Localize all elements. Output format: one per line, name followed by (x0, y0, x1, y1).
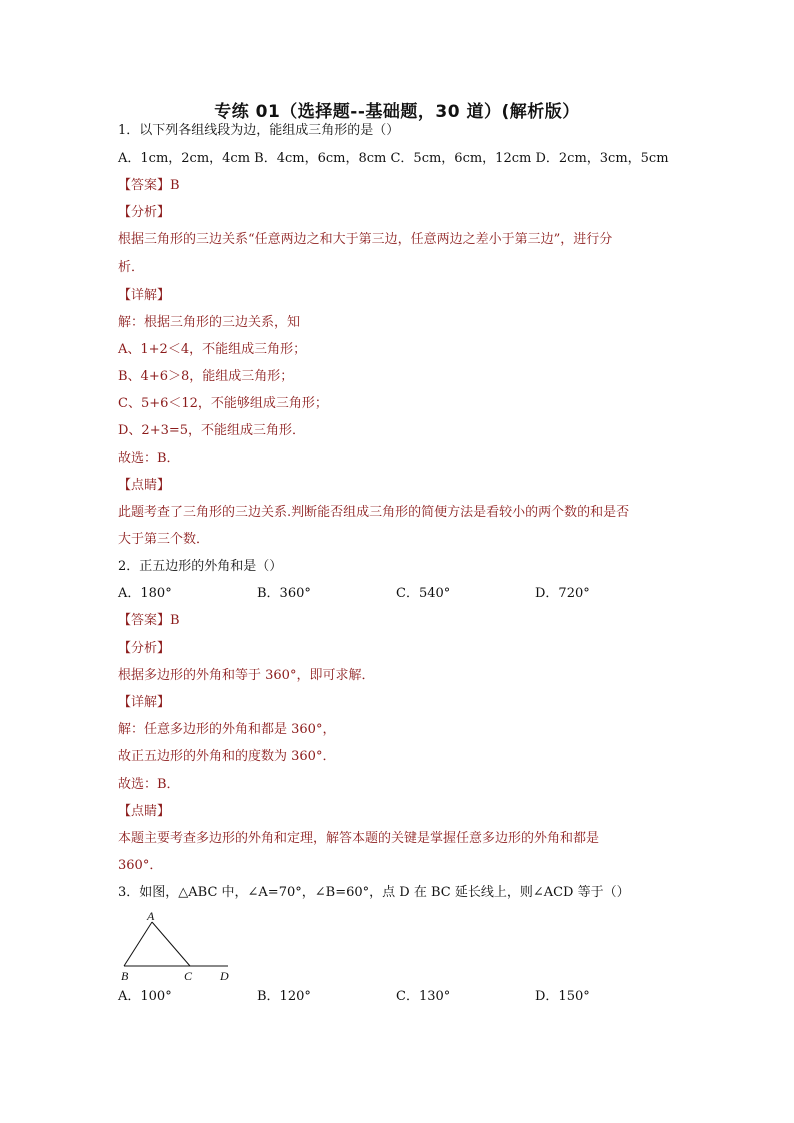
question-2-detail-line-1: 解：任意多边形的外角和都是 360°， (118, 722, 336, 737)
page-title: 专练 01（选择题--基础题，30 道）(解析版） (214, 102, 580, 122)
question-2-comment-label: 【点睛】 (118, 804, 171, 819)
vertex-label-a: A (147, 909, 155, 923)
question-3-option-d: D．150° (535, 989, 590, 1004)
question-2-analysis-label: 【分析】 (118, 641, 171, 656)
question-1-analysis-label: 【分析】 (118, 205, 171, 220)
question-1-comment-label: 【点睛】 (118, 478, 171, 493)
question-2-options (118, 585, 674, 603)
question-1-stem: 1．以下列各组线段为边，能组成三角形的是（） (118, 123, 400, 138)
vertex-label-b: B (121, 969, 129, 983)
question-1-detail-a: A、1+2＜4，不能组成三角形； (118, 342, 307, 357)
question-2-option-c: C．540° (396, 586, 451, 601)
question-1-choice: 故选：B． (118, 451, 180, 466)
question-3-options (118, 988, 674, 1006)
triangle-figure (116, 908, 236, 984)
vertex-label-c: C (184, 969, 193, 983)
question-1-comment-line-2: 大于第三个数． (118, 532, 210, 547)
question-1-comment-line-1: 此题考查了三角形的三边关系.判断能否组成三角形的简便方法是看较小的两个数的和是否 (118, 505, 630, 520)
question-1-detail-d: D、2+3=5，不能组成三角形． (118, 423, 306, 438)
question-2-option-b: B．360° (257, 586, 311, 601)
question-1-detail-c: C、5+6＜12，不能够组成三角形； (118, 396, 328, 411)
question-2-detail-line-2: 故正五边形的外角和的度数为 360°． (118, 749, 336, 764)
question-1-answer: 【答案】B (118, 178, 180, 193)
side-ac (152, 922, 190, 966)
question-3-stem: 3．如图，△ABC 中，∠A=70°，∠B=60°，点 D 在 BC 延长线上，则∠ACD 等于（） (118, 885, 630, 900)
question-2-analysis-line-1: 根据多边形的外角和等于 360°，即可求解． (118, 668, 375, 683)
question-1-analysis-line-1: 根据三角形的三边关系“任意两边之和大于第三边，任意两边之差小于第三边”，进行分 (118, 232, 613, 247)
question-3-option-a: A．100° (118, 989, 172, 1004)
question-2-choice: 故选：B． (118, 777, 180, 792)
question-1-analysis-line-2: 析． (118, 260, 145, 275)
point-label-d: D (220, 969, 229, 983)
question-1-detail-intro: 解：根据三角形的三边关系，知 (118, 315, 301, 330)
question-2-option-d: D．720° (535, 586, 590, 601)
question-3-option-b: B．120° (257, 989, 311, 1004)
question-2-comment-line-2: 360°． (118, 858, 163, 873)
question-2-answer: 【答案】B (118, 613, 180, 628)
question-2-comment-line-1: 本题主要考查多边形的外角和定理，解答本题的关键是掌握任意多边形的外角和都是 (118, 831, 600, 846)
question-1-options: A．1cm，2cm，4cm B．4cm，6cm，8cm C．5cm，6cm，12cm D．2cm，3cm，5cm (118, 151, 669, 166)
side-ab (124, 922, 152, 966)
question-2-option-a: A．180° (118, 586, 172, 601)
question-1-detail-b: B、4+6＞8，能组成三角形； (118, 369, 294, 384)
question-2-detail-label: 【详解】 (118, 695, 171, 710)
question-1-detail-label: 【详解】 (118, 288, 171, 303)
question-2-stem: 2．正五边形的外角和是（） (118, 559, 283, 574)
question-3-option-c: C．130° (396, 989, 451, 1004)
